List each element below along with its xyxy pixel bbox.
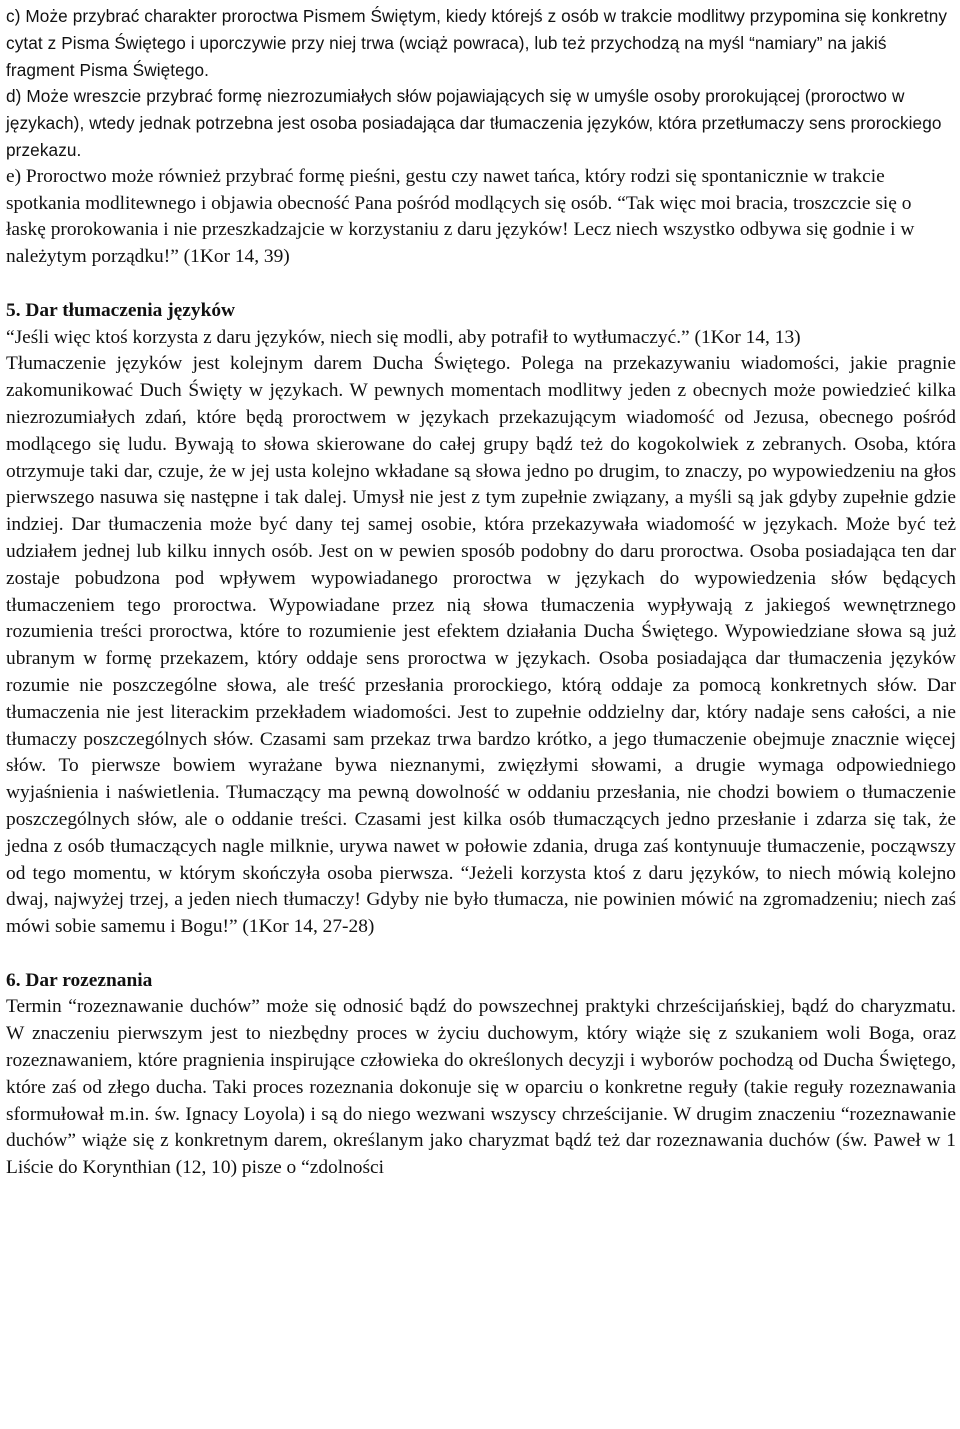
document-page: [6, 3, 956, 1182]
section-5-body: Tłumaczenie języków jest kolejnym darem Ducha Świętego. Polega na przekazywaniu wiadomości, jakie pragnie zakomunikować Duch Święty w językach. W pewnych momentach modlitwy jeden z obecnych może powiedzieć kilka niezrozumiałych zdań, które będą proroctwem w językach przekazującym wiadomość od Jezusa, obecnego pośród modlącego się ludu. Bywają to słowa skierowane do całej grupy bądź też do kogokolwiek z zebranych. Osoba, która otrzymuje taki dar, czuje, że w jej usta kolejno wkładane są słowa jedno po drugim, to znaczy, po wypowiedzeniu na głos pierwszego nasuwa się następne i tak dalej. Umysł nie jest z tym zupełnie związany, a myśli są jak gdyby zupełnie gdzie indziej. Dar tłumaczenia może być dany tej samej osobie, która przekazywała wiadomość w językach. Może być też udziałem jednej lub kilku innych osób. Jest on w pewien sposób podobny do daru proroctwa. Osoba posiadająca ten dar zostaje pobudzona pod wpływem wypowiadanego proroctwa w językach do wypowiedzenia słów będących tłumaczeniem tego proroctwa. Wypowiadane przez nią słowa tłumaczenia wypływają z jakiegoś wewnętrznego rozumienia treści proroctwa, które to rozumienie jest efektem działania Ducha Świętego. Wypowiedziane słowa są już ubranym w formę przekazem, który oddaje sens proroctwa w językach. Osoba posiadająca dar tłumaczenia języków rozumie nie poszczególne słowa, ale treść przesłania prorockiego, którą oddaje za pomocą konkretnych słów. Dar tłumaczenia nie jest literackim przekładem wiadomości. Jest to zupełnie oddzielny dar, który nadaje sens całości, a nie tłumaczy poszczególnych słów. Czasami sam przekaz trwa bardzo krótko, a jego tłumaczenie obejmuje znacznie więcej słów. To pierwsze bowiem wyrażane bywa nieznanymi, zwięzłymi słowami, a drugie wymaga odpowiedniego wyjaśnienia i naświetlenia. Tłumaczący ma pewną dowolność w oddaniu przesłania, nie chodzi bowiem o tłumaczenie poszczególnych słów, ale o oddanie treści. Czasami jest kilka osób tłumaczących jedno przesłanie i zdarza się tak, że jedna z osób tłumaczących nagle milknie, urywa nawet w połowie zdania, druga zaś kontynuuje tłumaczenie, począwszy od tego momentu, w którym skończyła osoba pierwsza. “Jeżeli korzysta ktoś z daru języków, to niech mówią kolejno dwaj, najwyżej trzej, a jeden niech tłumaczy! Gdyby nie było tłumacza, nie powinien mówić na zgromadzeniu; niech zaś mówi sobie samemu i Bogu!” (1Kor 14, 27-28): [6, 353, 956, 938]
spacer: [6, 941, 956, 968]
section-6-heading: 6. Dar rozeznania: [6, 969, 153, 991]
section-5-heading: 5. Dar tłumaczenia języków: [6, 299, 236, 321]
section-5-quote: “Jeśli więc ktoś korzysta z daru języków, niech się modli, aby potrafił to wytłumaczyć.” (1Kor 14, 13): [6, 326, 801, 348]
paragraph-d: d) Może wreszcie przybrać formę niezrozumiałych słów pojawiających się w umyśle osoby prorokującej (proroctwo w językach), wtedy jednak potrzebna jest osoba posiadająca dar tłumaczenia języków, która przetłumaczy sens prorockiego przekazu.: [6, 86, 942, 160]
section-6-body: Termin “rozeznawanie duchów” może się odnosić bądź do powszechnej praktyki chrześcijańskiej, bądź do charyzmatu. W znaczeniu pierwszym jest to niezbędny proces w życiu duchowym, który wiąże się z szukaniem woli Boga, oraz rozeznawaniem, które pragnienia inspirujące człowieka do określonych decyzji i wyborów pochodzą od Ducha Świętego, które zaś od złego ducha. Taki proces rozeznania dokonuje się w oparciu o konkretne reguły (takie reguły rozeznawania sformułował m.in. św. Ignacy Loyola) i są do niego wezwani wszyscy chrześcijanie. W drugim znaczeniu “rozeznawanie duchów” wiąże się z konkretnym darem, określanym jako charyzmat bądź też dar rozeznawania duchów (św. Paweł w 1 Liście do Korynthian (12, 10) pisze o “zdolności: [6, 996, 956, 1179]
spacer: [6, 271, 956, 298]
paragraph-c: c) Może przybrać charakter proroctwa Pismem Świętym, kiedy którejś z osób w trakcie modlitwy przypomina się konkretny cytat z Pisma Świętego i uporczywie przy niej trwa (wciąż powraca), lub też przychodzą na myśl “namiary” na jakiś fragment Pisma Świętego.: [6, 6, 948, 80]
paragraph-e: e) Proroctwo może również przybrać formę pieśni, gestu czy nawet tańca, który rodzi się spontanicznie w trakcie spotkania modlitewnego i objawia obecność Pana pośród modlących się osób. “Tak więc moi bracia, troszczcie się o łaskę prorokowania i nie przeszkadzajcie w korzystaniu z daru języków! Lecz niech wszystko odbywa się godnie i w należytym porządku!” (1Kor 14, 39): [6, 165, 915, 268]
